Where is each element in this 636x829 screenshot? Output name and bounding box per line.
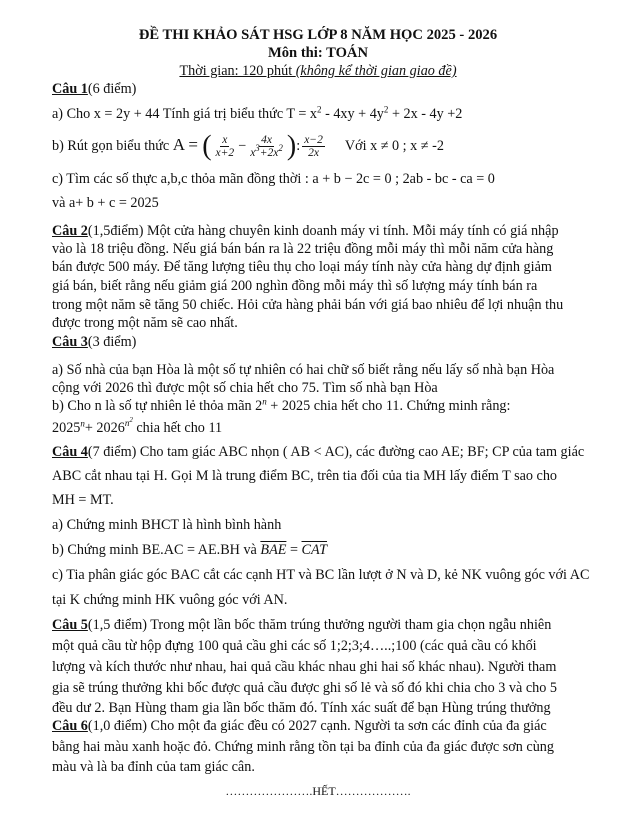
q1a-given: = 2y + 44 (104, 106, 160, 122)
q5-line-1 (52, 616, 551, 634)
q3b-text-a: b) Cho n là số tự nhiên lẻ thỏa mãn (52, 398, 256, 414)
q2-line-5: trong một năm sẽ tăng 50 chiếc. Hỏi cửa hàng phải bán với giá bao nhiêu để lợi nhuận thu (52, 297, 564, 313)
q6-line-2: bằng hai màu xanh hoặc đỏ. Chứng minh rằng tồn tại ba đỉnh của đa giác được sơn cùng (52, 739, 554, 755)
q1b-frac1-den: x+2 (215, 147, 235, 160)
q4-line-2: ABC cắt nhau tại H. Gọi M là trung điểm BC, trên tia đối của tia MH lấy điểm T sao cho (52, 468, 558, 484)
q1b-minus: − (238, 138, 247, 154)
q2-line-1 (52, 222, 559, 240)
q1-heading (52, 80, 136, 98)
q3b2-base1: 2025 (52, 420, 81, 436)
q1b-frac2-num: 4x (261, 134, 272, 147)
q1b-frac1-num: x (222, 134, 228, 147)
q1b-frac1 (214, 134, 237, 159)
q2-line-3: bán được 500 máy. Để tăng lượng tiêu thụ cho loại máy tính này cửa hàng dự định giảm (52, 259, 552, 275)
q5-line-3: lượng và kích thước như nhau, hai quả cầu khác nhau ghi hai số khác nhau). Người tham (52, 659, 557, 675)
q5-line-5: đều dư 2. Bạn Hùng tham gia lần bốc thăm đó. Tính xác suất để bạn Hùng trúng thưởng (52, 700, 551, 716)
q4-part-c-line2: tại K chứng minh HK vuông góc với AN. (52, 592, 288, 608)
q1-points: (6 điểm) (87, 81, 137, 97)
q1b-frac3-den: 2x (308, 147, 319, 160)
q3b-text-c: chia hết cho 11. Chứng minh rằng: (310, 398, 511, 414)
q1b-frac2-den-b: +2x (259, 147, 279, 160)
q3b2-exp2 (125, 418, 133, 428)
q3-points: (3 điểm) (87, 334, 137, 350)
q1b-frac3-num: x−2 (304, 134, 323, 147)
q3-part-b-line1 (52, 397, 510, 415)
q1b-lparen: ( (202, 130, 212, 162)
q4b-eq: = (286, 542, 302, 558)
q2-label: Câu 2 (52, 223, 88, 239)
q1-part-c-line2: và a+ b + c = 2025 (52, 195, 159, 211)
exam-subject: Môn thi: TOÁN (267, 45, 368, 61)
q3b2-base2: + 2026 (84, 420, 125, 436)
exam-time (0, 62, 636, 80)
q1a-prefix: a) Cho x (52, 106, 105, 122)
q3b2-text: chia hết cho 11 (132, 420, 223, 436)
q1b-A: A = (172, 135, 203, 154)
q4-line-1 (52, 443, 584, 461)
q1b-frac3 (302, 134, 325, 159)
q3-part-a-line2: cộng với 2026 thì được một số chia hết cho 75. Tìm số nhà bạn Hòa (52, 380, 438, 396)
q4-part-a: a) Chứng minh BHCT là hình bình hành (52, 517, 282, 533)
q3-label: Câu 3 (52, 334, 88, 350)
q5-line-2: một quả cầu từ hộp đựng 100 quả cầu ghi các số 1;2;3;4…..;100 (các quả cầu có khối (52, 638, 537, 654)
q3-part-b-line2 (52, 416, 223, 437)
q4b-text: b) Chứng minh BE.AC = AE.BH và (52, 542, 261, 558)
q1-label: Câu 1 (52, 81, 88, 97)
q5-label: Câu 5 (52, 617, 88, 633)
q1b-frac2 (248, 134, 285, 159)
q3b-exp: n (262, 396, 267, 407)
q4-part-c-line1: c) Tia phân giác góc BAC cắt các cạnh HT và BC lần lượt ở N và D, kẻ NK vuông góc với AC (52, 567, 590, 583)
q1a-text: Tính giá trị biểu thức T = x (159, 106, 318, 122)
q3b-text-b: + 2025 (266, 398, 311, 414)
q3b2-exp1: n (80, 418, 85, 429)
time-note: (không kể thời gian giao đề) (295, 63, 457, 79)
time-label: Thời gian: 120 phút (179, 63, 296, 79)
q1-part-b (52, 130, 444, 162)
q5-text-0: (1,5 điểm) Trong một lần bốc thăm trúng thưởng người tham gia chọn ngẫu nhiên (87, 617, 552, 633)
q4-text-1: (7 điểm) Cho tam giác ABC nhọn ( AB < AC), các đường cao AE; BF; CP của tam giác (87, 444, 585, 460)
q2-line-6: được trong một năm sẽ cao nhất. (52, 315, 238, 331)
q4b-angle-bae: $\overline{BAE}$ (260, 542, 287, 558)
q5-line-4: gia sẽ trúng thưởng khi bốc được quả cầu được ghi số lẻ và số đó khi chia cho 3 và cho 5 (52, 680, 557, 696)
q3b-base: 2 (255, 398, 263, 414)
q6-line-3: màu và là ba đỉnh của tam giác cân. (52, 759, 255, 775)
q3b2-exp2-sq: 2 (129, 416, 133, 425)
q4-line-3: MH = MT. (52, 492, 114, 508)
q4-part-b (52, 541, 327, 559)
q1-part-c-line1: c) Tìm các số thực a,b,c thỏa mãn đồng thời : a + b − 2c = 0 ; 2ab - bc - ca = 0 (52, 171, 495, 187)
q3b2-exp2-n: n (124, 418, 130, 429)
q1-part-a (52, 105, 462, 123)
q2-line-2: vào là 18 triệu đồng. Nếu giá bán bán ra là 22 triệu đồng mỗi máy thì mỗi năm cửa hàng (52, 241, 554, 257)
q1a-sup1: 2 (317, 104, 322, 115)
q1a-expr1: - 4xy + 4y (321, 106, 384, 122)
q1b-condition: Với x ≠ 0 ; x ≠ -2 (344, 138, 444, 154)
q6-label: Câu 6 (52, 718, 88, 734)
q1a-sup2: 2 (383, 104, 389, 115)
q6-line-1 (52, 717, 547, 735)
q1b-frac2-den (248, 143, 285, 160)
q1b-rparen: ) (286, 130, 297, 162)
q2-text-0: (1,5điểm) Một cửa hàng chuyên kinh doanh máy vi tính. Mỗi máy tính có giá nhập (87, 223, 559, 239)
end-marker: ………………….HẾT………………. (225, 784, 411, 798)
q3-part-a-line1: a) Số nhà của bạn Hòa là một số tự nhiên có hai chữ số biết rằng nếu lấy số nhà bạn Hòa (52, 362, 555, 378)
q1b-cube: 3 (255, 143, 260, 154)
q1a-expr2: + 2x - 4y +2 (388, 106, 463, 122)
q4-label: Câu 4 (52, 444, 88, 460)
q2-line-4: giá bán, biết rằng nếu giảm giá 200 nghìn đồng mỗi máy thì số lượng máy tính bán ra (52, 278, 538, 294)
q6-text-0: (1,0 điểm) Cho một đa giác đều có 2027 cạnh. Người ta sơn các đỉnh của đa giác (87, 718, 547, 734)
q3-heading (52, 333, 136, 351)
q4b-angle-cat: $\overline{CAT}$ (301, 542, 328, 558)
q1b-prefix: b) Rút gọn biểu thức (52, 138, 173, 154)
q1b-frac2-den-a: x (250, 147, 256, 160)
q1b-sq: 2 (278, 143, 283, 154)
q1b-colon: : (296, 138, 301, 154)
exam-title: ĐỀ THI KHẢO SÁT HSG LỚP 8 NĂM HỌC 2025 - 2026 (138, 27, 498, 43)
